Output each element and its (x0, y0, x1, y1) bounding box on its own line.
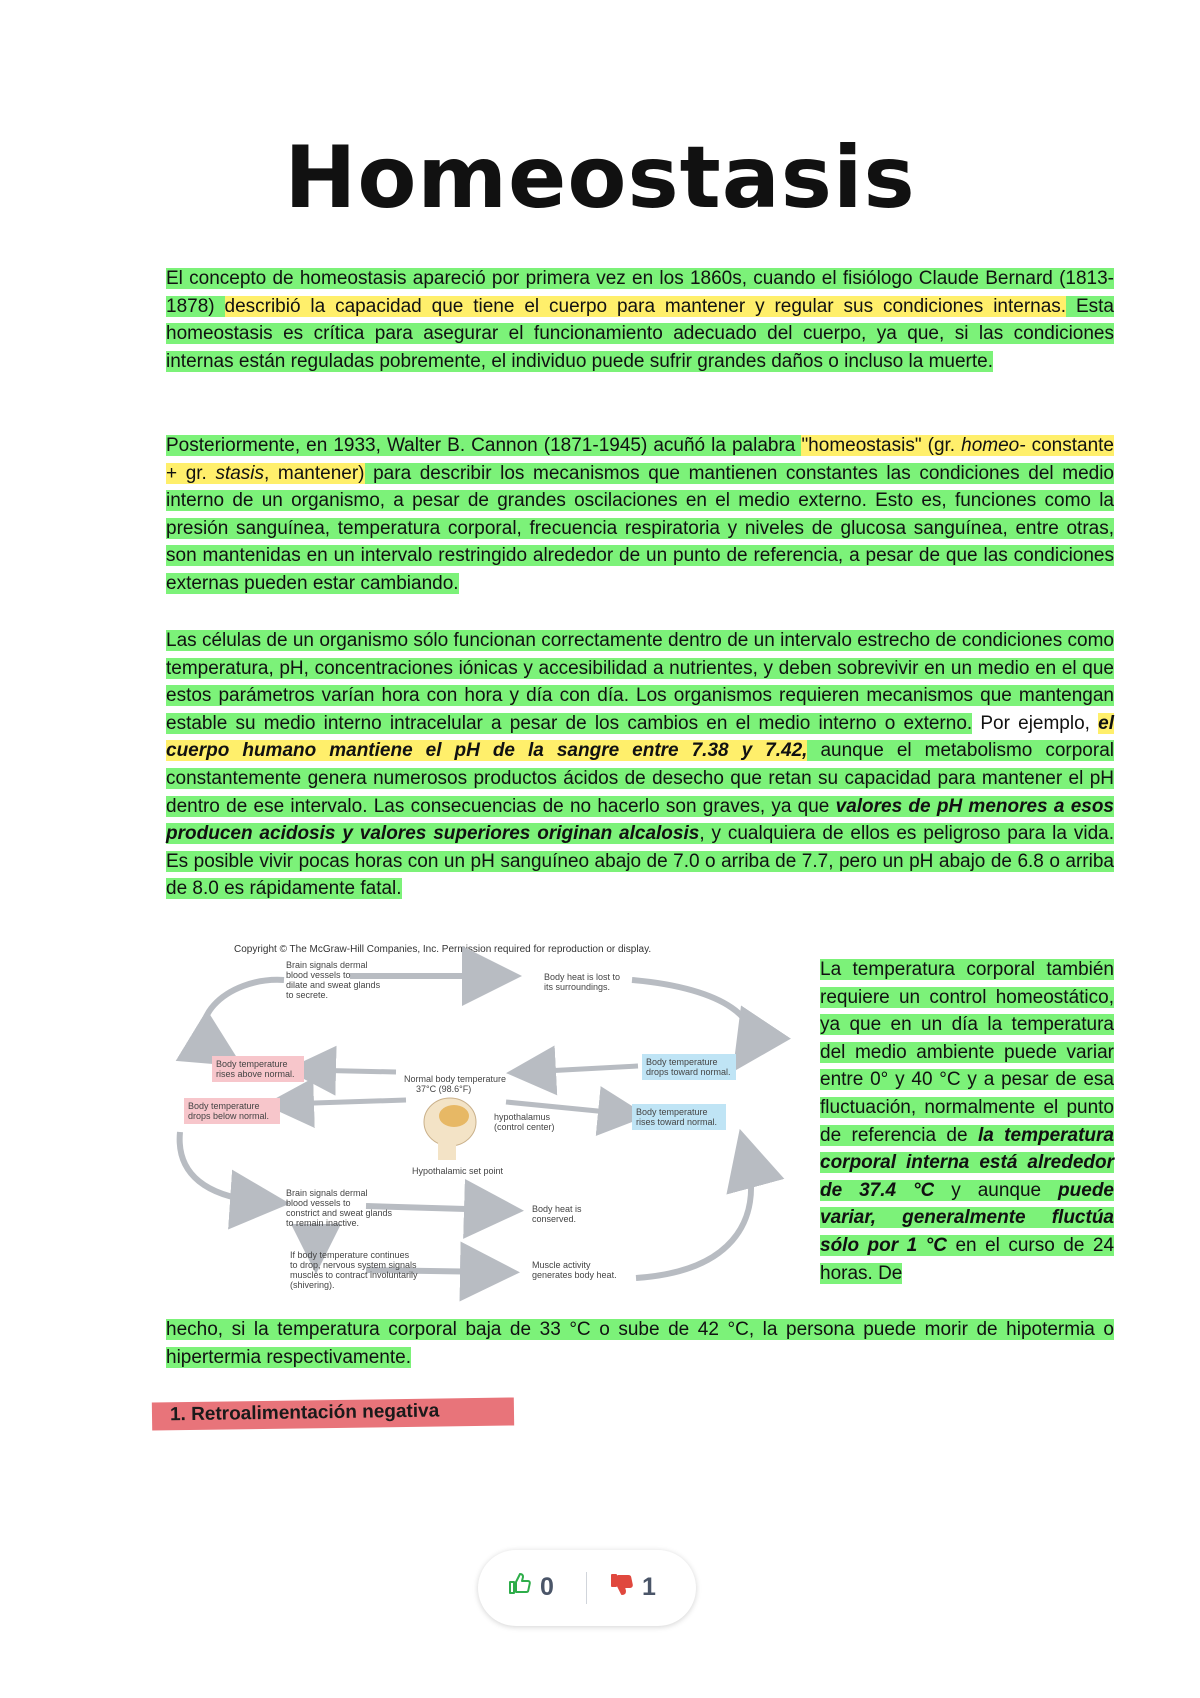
vote-divider (586, 1572, 587, 1604)
cycle-arrow (180, 1132, 266, 1202)
text-span-italic: stasis (215, 462, 265, 484)
figure-copyright: Copyright © The McGraw-Hill Companies, Inc. Permission required for reproduction or display. (234, 944, 652, 955)
label-heat-conserved: Body heat is conserved. (532, 1204, 582, 1224)
text-span-highlight: , mantener) (264, 462, 365, 484)
paragraph-temperature-side (820, 956, 1114, 1287)
text-span: Las células de un organismo sólo funcionan correctamente dentro de un intervalo estrecho de condiciones como temperatura, pH, concentraciones iónicas y accesibilidad a nutrientes, y deben sobrevivir en un medio en el que estos parámetros varían hora con hora y día con día. Los organismos requieren mecanismos que mantengan estable su medio interno intracelular a pesar de los cambios en el medio interno o externo. (166, 630, 1114, 734)
section-heading: 1. Retroalimentación negativa (169, 1400, 440, 1426)
label-muscle-activity: Muscle activity generates body heat. (532, 1260, 617, 1280)
cycle-arrow (306, 1070, 396, 1072)
text-span: Esta homeostasis es crítica para asegurar el funcionamiento adecuado del cuerpo, ya que, si las condiciones internas están reguladas pobremente, el individuo puede sufrir grandes daños o incluso la muerte. (166, 295, 1114, 372)
downvote-count: 1 (642, 1573, 656, 1601)
label-temp-drops-toward: Body temperature drops toward normal. (646, 1057, 731, 1077)
text-span: , y cualquiera de ellos es peligroso para la vida. Es posible vivir pocas horas con un pH sanguíneo abajo de 7.0 o arriba de 7.7, pero un pH abajo de 6.8 o arriba de 8.0 es rápidamente fatal. (166, 823, 1114, 900)
text-span-plain: Por ejemplo, (972, 712, 1099, 734)
cycle-arrow (284, 1100, 406, 1104)
text-span: y aunque (934, 1179, 1059, 1201)
text-span-highlight: "homeostasis" (gr. (801, 435, 962, 456)
label-temp-rises-toward: Body temperature rises toward normal. (636, 1107, 718, 1127)
text-span-highlight: constante + gr. (166, 435, 1115, 484)
vote-widget (478, 1550, 696, 1626)
text-span-italic: homeo- (961, 435, 1026, 456)
label-heat-lost: Body heat is lost to its surroundings. (544, 972, 621, 992)
label-brain-signals-bottom: Brain signals dermal blood vessels to constrict and sweat glands to remain inactive. (286, 1188, 393, 1228)
text-span: El concepto de homeostasis apareció por primera vez en los 1860s, cuando el fisiólogo Claude Bernard (1813-1878) (166, 268, 1114, 317)
text-span: hecho, si la temperatura corporal baja de 33 °C o sube de 42 °C, la persona puede morir de hipotermia o hipertermia respectivamente. (166, 1319, 1114, 1368)
text-span-bold-italic: el cuerpo humano mantiene el pH de la sangre entre 7.38 y 7.42, (166, 712, 1114, 762)
text-span: La temperatura corporal también requiere un control homeostático, ya que en un día la temperatura del medio ambiente puede variar entre 0° y 40 °C y a pesar de esa fluctuación, normalmente el punto de referencia de (820, 959, 1114, 1146)
thumbs-up-icon (508, 1572, 532, 1603)
label-temp-drops-below: Body temperature drops below normal. (188, 1101, 270, 1121)
text-span-highlight: describió la capacidad que tiene el cuerpo para mantener y regular sus condiciones internas. (224, 295, 1067, 317)
downvote-button[interactable] (610, 1572, 656, 1603)
label-hypothalamus: hypothalamus (control center) (494, 1112, 555, 1132)
paragraph-cells (166, 627, 1114, 903)
section-heading-highlight (152, 1397, 514, 1430)
paragraph-cannon (166, 432, 1114, 598)
text-span-bold-italic: la temperatura corporal interna está alrededor de 37.4 °C (820, 1124, 1114, 1201)
thumbs-down-icon (610, 1572, 634, 1603)
cycle-arrow (632, 980, 751, 1052)
upvote-count: 0 (540, 1573, 554, 1601)
page-title: Homeostasis (284, 128, 916, 228)
text-span-bold-italic: valores de pH menores a esos producen acidosis y valores superiores originan alcalosis (166, 795, 1115, 845)
head-illustration (424, 1098, 476, 1160)
upvote-button[interactable] (508, 1572, 554, 1603)
text-span: para describir los mecanismos que mantienen constantes las condiciones del medio interno de un organismo, a pesar de grandes oscilaciones en el medio externo. Esto es, funciones como la presión sanguínea, temperatura corporal, frecuencia respiratoria y niveles de glucosa sanguínea, entre otras, son mantenidas en un intervalo restringido alrededor de un punto de referencia, a pesar de que las condiciones externas pueden estar cambiando. (166, 462, 1114, 594)
paragraph-temperature-continued (166, 1316, 1114, 1371)
cycle-arrow (204, 980, 284, 1054)
text-span: aunque el metabolismo corporal constantemente genera numerosos productos ácidos de desecho que retan su capacidad para mantener el pH dentro de ese intervalo. Las consecuencias de no hacerlo son graves, ya que (166, 740, 1114, 817)
label-brain-signals-top: Brain signals dermal blood vessels to dilate and sweat glands to secrete. (286, 960, 381, 1000)
paragraph-history (166, 265, 1114, 375)
label-shivering: If body temperature continues to drop, nervous system signals muscles to contract involuntarily (shivering). (290, 1250, 418, 1290)
label-set-point: Hypothalamic set point (412, 1166, 504, 1176)
text-span: en el curso de 24 horas. De (820, 1234, 1115, 1284)
thermoregulation-figure (166, 936, 806, 1316)
label-temp-rises-above: Body temperature rises above normal. (216, 1059, 295, 1079)
text-span: Posteriormente, en 1933, Walter B. Cannon (1871-1945) acuñó la palabra (166, 435, 802, 456)
text-span-bold-italic: puede variar, generalmente fluctúa sólo por 1 °C (820, 1179, 1114, 1256)
cycle-arrow (636, 1152, 751, 1278)
label-normal-temp: Normal body temperature 37°C (98.6°F) (404, 1074, 507, 1094)
cycle-arrow (526, 1066, 638, 1072)
